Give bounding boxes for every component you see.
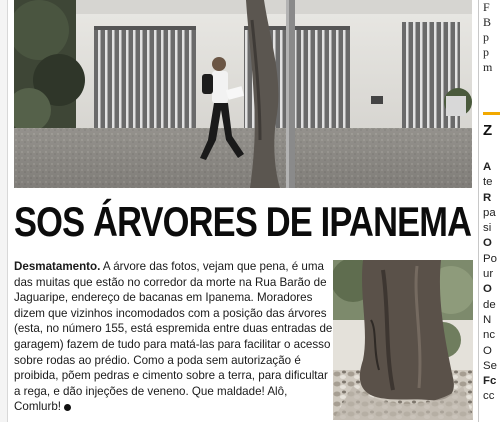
headline: SOS ÁRVORES DE IPANEMA: [14, 198, 472, 245]
end-mark-icon: [64, 404, 71, 411]
adjacent-body-line: nc: [483, 329, 496, 342]
article-text: A árvore das fotos, vejam que pena, é uma das muitas que estão no corredor da morte na Rua Barão de Jaguaripe, endereço de bacanas em Ipanema. Moradores dizem que vizinhos incomodados com a posição das árvores (esta, no número 155, está espremida entre duas entradas de garagem) fazem de tudo para matá-las para facilitar o acesso sobre rodas ao prédio. Como a poda sem autorização é proibida, põem pedras e cimento sobre a terra, para dificultar a rega, e dão injeções de veneno. Que maldade! Alô, Comlurb!: [14, 260, 333, 414]
adjacent-line: p: [483, 30, 489, 44]
adjacent-body-line: ur: [483, 268, 494, 281]
street-photo: [14, 0, 472, 188]
adjacent-section-title: Z: [483, 122, 493, 139]
adjacent-body-line: de: [483, 298, 496, 311]
adjacent-line: F: [483, 0, 490, 14]
adjacent-body-line: O: [483, 237, 492, 250]
adjacent-body-line: A: [483, 161, 492, 173]
adjacent-body-line: pa: [483, 206, 496, 219]
adjacent-column-body: [483, 160, 497, 405]
adjacent-line: m: [483, 60, 493, 74]
article-body: [14, 259, 334, 415]
article-kicker: Desmatamento.: [14, 260, 101, 273]
adjacent-line: p: [483, 45, 489, 59]
adjacent-line: B: [483, 15, 492, 29]
adjacent-body-line: O: [483, 283, 492, 296]
section-accent-bar: [483, 112, 500, 115]
adjacent-body-line: O: [483, 344, 492, 357]
tree-trunk-photo: [333, 260, 473, 420]
adjacent-body-line: Po: [483, 252, 497, 265]
page-edge: [0, 0, 8, 422]
adjacent-column-top-text: [483, 0, 492, 75]
adjacent-body-line: cc: [483, 390, 495, 403]
adjacent-body-line: Fc: [483, 375, 497, 388]
adjacent-column: [478, 0, 500, 422]
adjacent-body-line: Se: [483, 359, 497, 372]
adjacent-body-line: N: [483, 313, 492, 326]
adjacent-body-line: si: [483, 222, 492, 235]
adjacent-body-line: R: [483, 191, 492, 204]
adjacent-body-line: te: [483, 176, 493, 189]
